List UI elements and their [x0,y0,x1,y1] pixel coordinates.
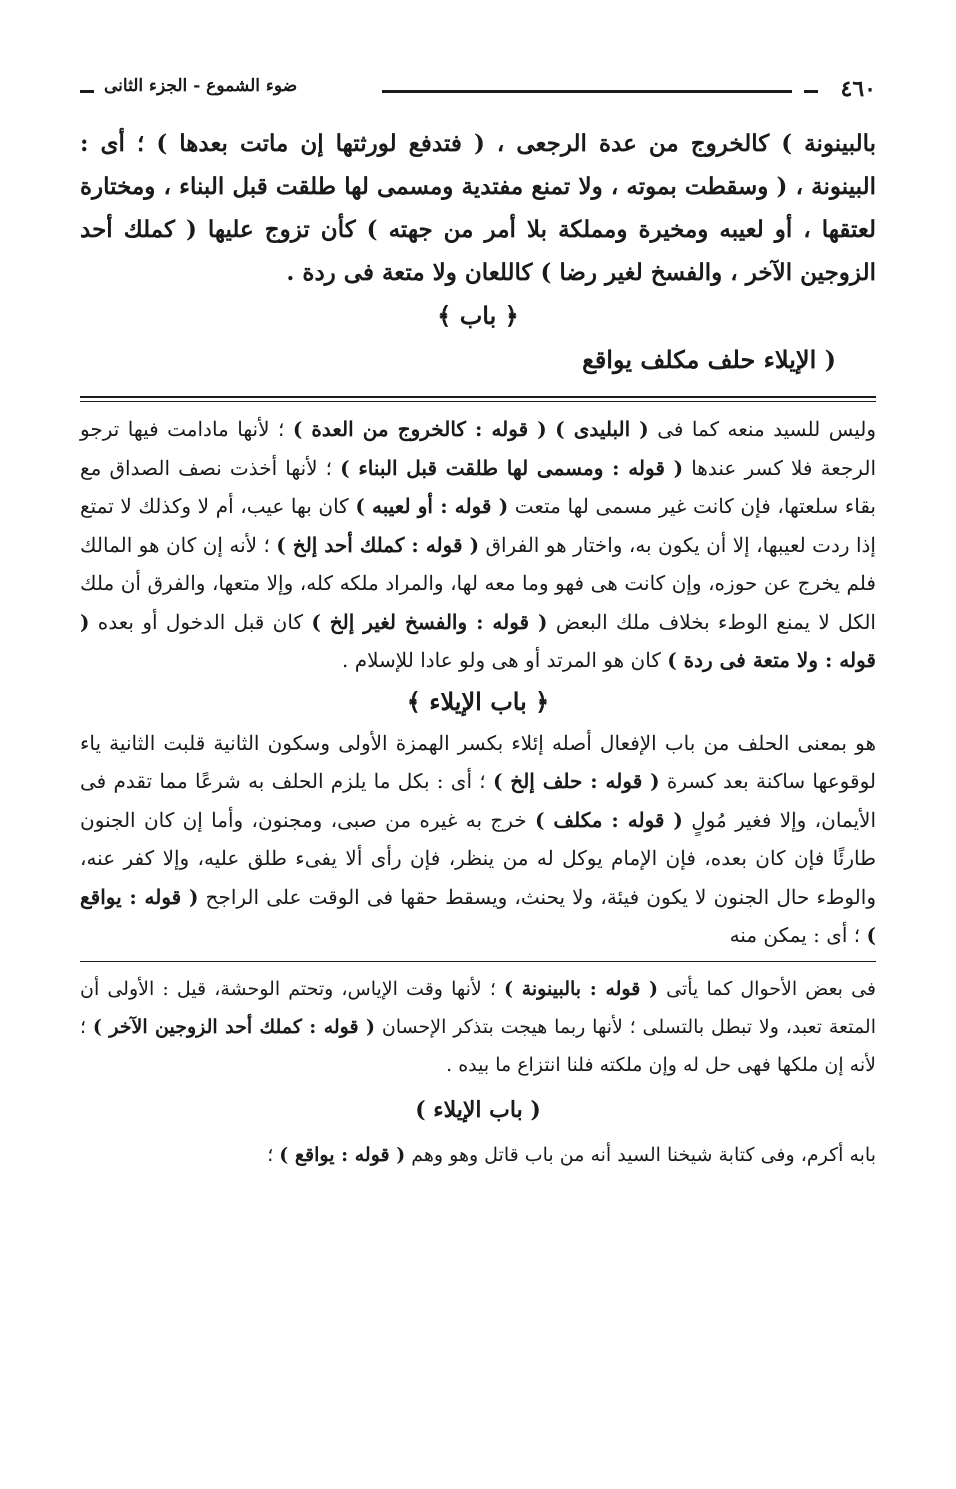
text-run: ؛ لأنه إن ملكها فهى حل له وإن ملكته فلنا انتزاع ما بيده . [80,1015,876,1076]
sharh-section [80,410,876,955]
quoted-phrase: ( قوله : كملك أحد الزوجين الآخر ) [92,1015,375,1038]
text-run [547,417,555,441]
header-rule-middle [382,90,792,93]
text-run: ؛ أى : يمكن منه [729,923,867,947]
footnote-bab-heading: ( باب الإيلاء ) [415,1096,541,1123]
footnote-last-paragraph [80,1136,876,1174]
quoted-phrase: ( قوله : ولا متعة فى ردة ) [80,609,876,672]
text-run: هو بمعنى الحلف من باب الإفعال أصله إئلاء بكسر الهمزة الأولى وسكون الثانية قلبت الثانية ياء لوقوعها ساكنة بعد كسرة [80,730,876,793]
sharh-paragraph [80,410,876,680]
quoted-phrase: ( البليدى ) [555,417,649,441]
text-run: كان قبل الدخول أو بعده [89,609,312,634]
quoted-phrase: ( قوله : حلف إلخ ) [492,769,660,793]
text-run: بابه أكرم، وفى كتابة شيخنا السيد أنه من باب قاتل وهو وهم [405,1143,876,1166]
footnote-paragraph [80,970,876,1084]
text-run: خرج به غيره من صبى، ومجنون، وأما إن كان الجنون طارئًا فإن كان بعده، فإن الإمام يوكل له من ينظر، فإن رأى ألا يفىء طلق عليه، وإلا كفر عنه، والوطء حال الجنون لا يكون فيئة، ولا يحنث، ويسقط حقها فى الوقت على الراجح [80,807,876,909]
bab-heading: ﴿ باب ﴾ [437,301,519,330]
header-rule-left [80,90,94,93]
ila-paragraph [80,724,876,955]
text-run: ؛ لأنه إن كان هو المالك فلم يخرج عن حوزه، وإن كانت هى فهو وما معه لها، والمراد ملكه كله، وإلا متعها، والفرق أن ملك الكل لا يمنع الوطء بخلاف ملك البعض [80,532,876,634]
text-run: كان هو المرتد أو هى ولو عادا للإسلام . [342,648,668,672]
text-run: كان بها عيب، أم لا وكذلك لا تمتع إذا ردت لعيبها، إلا أن يكون به، واختار هو الفراق [80,494,876,557]
text-run: فى بعض الأحوال كما يأتى [658,977,877,1000]
text-run: ؛ [267,1143,280,1166]
quoted-phrase: ( قوله : يواقع ) [80,884,876,947]
text-run: ؛ لأنها مادامت فيها ترجو الرجعة فلا كسر عندها [80,417,876,480]
quoted-phrase: ( قوله : والفسخ لغير إلخ ) [311,609,548,634]
header-rule-right [804,90,818,93]
text-run: ؛ أى : بكل ما يلزم الحلف به شرعًا مما تقدم فى الأيمان، وإلا فغير مُولٍ [80,769,876,832]
text-run: ؛ لأنها أخذت نصف الصداق مع بقاء سلعتها، فإن كانت غير مسمى لها متعت [80,455,877,518]
text-run: وليس للسيد منعه كما فى [648,417,876,441]
quoted-phrase: ( قوله : أو لعيبه ) [355,494,509,518]
quoted-phrase: ( قوله : كالخروج من العدة ) [292,417,547,441]
matn-paragraph: بالبينونة ) كالخروج من عدة الرجعى ، ( فتدفع لورثتها إن ماتت بعدها ) ؛ أى : البينونة ، ( وسقطت بموته ، ولا تمنع مفتدية ومسمى لها طلقت قبل البناء ، ومختارة لعتقها ، أو لعيبه ومخيرة ومملكة بلا أمر من جهته ) كأن تزوج عليها ( كملك أحد الزوجين الآخر ، والفسخ لغير رضا ) كاللعان ولا متعة فى ردة . [80,130,876,286]
matn-section [80,122,876,382]
ila-definition-line: ( الإيلاء حلف مكلف يواقع [582,345,836,374]
quoted-phrase: ( قوله : بالبينونة ) [504,977,659,1000]
quoted-phrase: ( قوله : كملك أحد إلخ ) [276,532,480,557]
text-run: ؛ لأنها وقت الإياس، وتحتم الوحشة، قيل : الأولى أن المتعة تعبد، ولا تبطل بالتسلى ؛ لأنها ربما هيجت بتذكر الإحسان [80,977,876,1038]
quoted-phrase: ( قوله : يواقع ) [279,1143,406,1166]
footnote-divider [80,961,876,962]
bab-ila-heading: ﴿ باب الإيلاء ﴾ [406,686,550,716]
page [80,70,876,1174]
running-title: ضوء الشموع - الجزء الثانى [104,76,298,96]
double-divider [80,396,876,402]
quoted-phrase: ( قوله : ومسمى لها طلقت قبل البناء ) [340,455,684,480]
footnote-section [80,970,876,1174]
quoted-phrase: ( قوله : مكلف ) [535,807,683,832]
page-header [80,70,876,104]
page-number: ٤٦٠ [840,76,876,102]
